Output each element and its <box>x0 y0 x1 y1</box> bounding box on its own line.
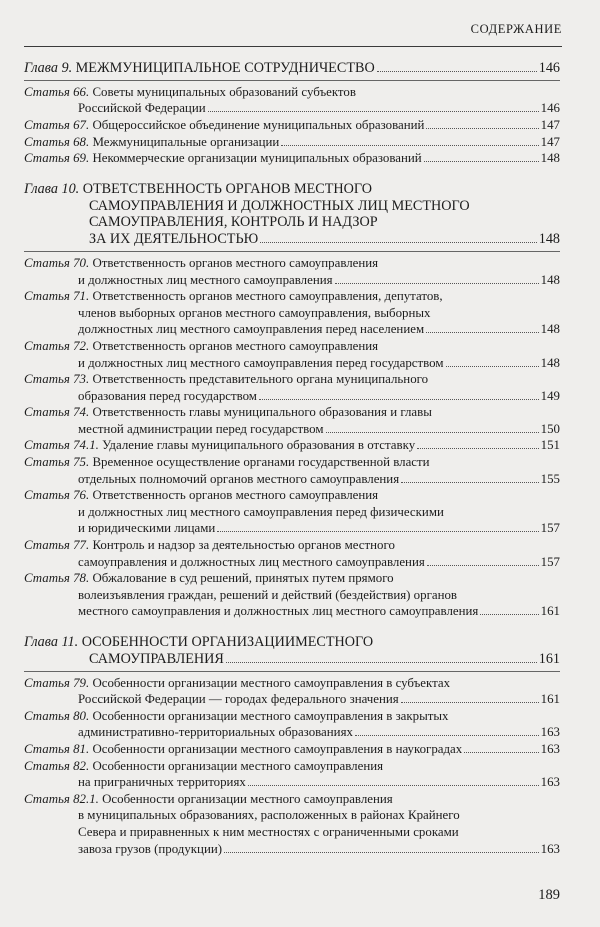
entry-label: Глава 11. <box>24 634 79 651</box>
toc-line <box>24 691 560 708</box>
leader-dots <box>424 161 539 162</box>
entry-label: Статья 72. <box>24 338 90 353</box>
toc-article <box>24 791 560 857</box>
leader-dots <box>446 366 539 367</box>
page-ref: 146 <box>538 60 560 76</box>
toc-article <box>24 454 560 487</box>
entry-label: Статья 74.1. <box>24 438 99 453</box>
leader-dots <box>259 399 539 400</box>
toc-article <box>24 758 560 791</box>
entry-title-line: самоуправления и должностных лиц местного самоуправления <box>78 554 425 569</box>
table-of-contents <box>24 60 560 857</box>
entry-title-line: административно-территориальных образованиях <box>78 725 353 740</box>
entry-title-line: местной администрации перед государством <box>78 421 324 436</box>
chapter-rule <box>24 251 560 252</box>
toc-line <box>24 231 560 248</box>
toc-line <box>24 198 560 215</box>
page-ref: 150 <box>540 421 560 436</box>
toc-line <box>24 504 560 521</box>
toc-chapter <box>24 634 560 668</box>
page-ref: 161 <box>538 650 560 667</box>
entry-label: Глава 10. <box>24 180 80 197</box>
entry-title-line: Временное осуществление органами государственной власти <box>92 455 430 470</box>
toc-article <box>24 570 560 620</box>
toc-article <box>24 741 560 758</box>
entry-title-line: Ответственность органов местного самоуправления <box>92 338 379 353</box>
leader-dots <box>426 128 538 129</box>
toc-line <box>24 321 560 338</box>
toc-line <box>24 371 560 388</box>
page-ref: 148 <box>540 151 560 166</box>
page-ref: 157 <box>540 554 560 569</box>
toc-article <box>24 404 560 437</box>
toc-line <box>24 774 560 791</box>
toc-article <box>24 675 560 708</box>
entry-title-line: и юридическими лицами <box>78 521 216 536</box>
leader-dots <box>427 565 539 566</box>
page-ref: 146 <box>540 101 560 116</box>
toc-line <box>24 520 560 537</box>
page-ref: 157 <box>540 521 560 536</box>
toc-line <box>24 554 560 571</box>
toc-article <box>24 371 560 404</box>
entry-title-line: и должностных лиц местного самоуправления перед физическими <box>78 504 444 519</box>
toc-line <box>24 587 560 604</box>
toc-line <box>24 758 560 775</box>
leader-dots <box>326 432 539 433</box>
entry-title-line: Межмуниципальные организации <box>92 134 280 149</box>
page-ref: 151 <box>540 438 560 453</box>
chapter-rule <box>24 671 560 672</box>
toc-line <box>24 437 560 454</box>
entry-title-line: Обжалование в суд решений, принятых путем прямого <box>92 571 394 586</box>
toc-article <box>24 255 560 288</box>
entry-label: Статья 77. <box>24 538 90 553</box>
leader-dots <box>226 662 537 663</box>
page-ref: 149 <box>540 388 560 403</box>
entry-title-line: ОСОБЕННОСТИ ОРГАНИЗАЦИИМЕСТНОГО <box>81 634 374 651</box>
leader-dots <box>248 785 539 786</box>
leader-dots <box>260 242 537 243</box>
toc-line <box>24 824 560 841</box>
toc-line <box>24 537 560 554</box>
leader-dots <box>281 145 538 146</box>
entry-title-line: Контроль и надзор за деятельностью органов местного <box>92 538 395 553</box>
toc-line <box>24 471 560 488</box>
toc-line <box>24 338 560 355</box>
entry-title-line: Особенности организации местного самоуправления в субъектах <box>92 675 451 690</box>
toc-line <box>24 741 560 758</box>
toc-line <box>24 84 560 101</box>
page-ref: 161 <box>540 604 560 619</box>
toc-line <box>24 134 560 151</box>
toc-line <box>24 651 560 668</box>
entry-label: Статья 69. <box>24 151 90 166</box>
toc-article <box>24 134 560 151</box>
entry-label: Статья 82.1. <box>24 791 99 806</box>
entry-title-line: и должностных лиц местного самоуправления перед государством <box>78 355 444 370</box>
entry-title-line: МЕЖМУНИЦИПАЛЬНОЕ СОТРУДНИЧЕСТВО <box>75 60 375 76</box>
toc-line <box>24 404 560 421</box>
toc-article <box>24 150 560 167</box>
entry-label: Глава 9. <box>24 60 73 76</box>
toc-line <box>24 388 560 405</box>
leader-dots <box>401 482 539 483</box>
leader-dots <box>417 448 539 449</box>
page-ref: 148 <box>540 355 560 370</box>
page-ref: 148 <box>538 231 560 248</box>
toc-line <box>24 603 560 620</box>
toc-line <box>24 421 560 438</box>
entry-label: Статья 75. <box>24 455 90 470</box>
toc-line <box>24 841 560 858</box>
toc-line <box>24 708 560 725</box>
entry-label: Статья 79. <box>24 675 90 690</box>
toc-line <box>24 791 560 808</box>
leader-dots <box>217 531 538 532</box>
toc-line <box>24 288 560 305</box>
entry-title-line: Российской Федерации — городах федерального значения <box>78 692 399 707</box>
entry-title-line: Особенности организации местного самоуправления в закрытых <box>92 708 449 723</box>
toc-line <box>24 487 560 504</box>
entry-title-line: отдельных полномочий органов местного самоуправления <box>78 471 400 486</box>
toc-line <box>24 355 560 372</box>
page-ref: 147 <box>540 117 560 132</box>
running-head: СОДЕРЖАНИЕ <box>470 22 562 36</box>
entry-title-line: Ответственность органов местного самоуправления <box>92 255 379 270</box>
toc-line <box>24 150 560 167</box>
entry-title-line: Советы муниципальных образований субъектов <box>92 84 356 99</box>
entry-title-line: ОТВЕТСТВЕННОСТЬ ОРГАНОВ МЕСТНОГО <box>82 180 373 197</box>
leader-dots <box>335 283 539 284</box>
page-ref: 163 <box>540 841 560 856</box>
entry-title-line: членов выборных органов местного самоуправления, выборных <box>78 305 431 320</box>
entry-title-line: Удаление главы муниципального образования в отставку <box>102 438 416 453</box>
toc-line <box>24 570 560 587</box>
toc-line <box>24 255 560 272</box>
entry-label: Статья 73. <box>24 372 90 387</box>
page-ref: 148 <box>540 272 560 287</box>
leader-dots <box>355 735 539 736</box>
entry-title-line: Некоммерческие организации муниципальных образований <box>92 151 422 166</box>
entry-title-line: и должностных лиц местного самоуправления <box>78 272 333 287</box>
entry-label: Статья 71. <box>24 289 90 304</box>
leader-dots <box>480 614 538 615</box>
entry-title-line: САМОУПРАВЛЕНИЯ, КОНТРОЛЬ И НАДЗОР <box>89 214 378 231</box>
toc-article <box>24 288 560 338</box>
entry-title-line: Особенности организации местного самоуправления <box>92 758 384 773</box>
entry-label: Статья 78. <box>24 571 90 586</box>
toc-line <box>24 181 560 198</box>
entry-title-line: ЗА ИХ ДЕЯТЕЛЬНОСТЬЮ <box>89 231 259 248</box>
entry-label: Статья 66. <box>24 84 90 99</box>
entry-title-line: завоза грузов (продукции) <box>78 841 223 856</box>
header-rule <box>24 46 562 47</box>
toc-line <box>24 117 560 134</box>
entry-title-line: Особенности организации местного самоуправления <box>102 791 393 806</box>
page-ref: 163 <box>540 775 560 790</box>
page-ref: 155 <box>540 471 560 486</box>
toc-chapter <box>24 181 560 248</box>
toc-line <box>24 60 560 77</box>
entry-label: Статья 81. <box>24 741 90 756</box>
entry-label: Статья 74. <box>24 405 90 420</box>
entry-label: Статья 70. <box>24 255 90 270</box>
page-ref: 161 <box>540 692 560 707</box>
page-ref: 148 <box>540 322 560 337</box>
page-ref: 163 <box>540 741 560 756</box>
entry-title-line: должностных лиц местного самоуправления перед населением <box>78 322 425 337</box>
toc-line <box>24 454 560 471</box>
entry-title-line: Ответственность представительного органа муниципального <box>92 372 429 387</box>
chapter-rule <box>24 80 560 81</box>
entry-label: Статья 82. <box>24 758 90 773</box>
entry-label: Статья 67. <box>24 117 90 132</box>
toc-line <box>24 675 560 692</box>
entry-title-line: местного самоуправления и должностных лиц местного самоуправления <box>78 604 479 619</box>
toc-line <box>24 100 560 117</box>
leader-dots <box>208 111 539 112</box>
page-number: 189 <box>538 887 560 903</box>
entry-title-line: САМОУПРАВЛЕНИЯ И ДОЛЖНОСТНЫХ ЛИЦ МЕСТНОГО <box>89 197 470 214</box>
entry-label: Статья 76. <box>24 488 90 503</box>
leader-dots <box>401 702 539 703</box>
entry-title-line: волеизъявления граждан, решений и действий (бездействия) органов <box>78 587 458 602</box>
entry-title-line: на приграничных территориях <box>78 775 246 790</box>
entry-label: Статья 80. <box>24 708 90 723</box>
toc-article <box>24 84 560 117</box>
leader-dots <box>224 852 539 853</box>
toc-article <box>24 437 560 454</box>
toc-article <box>24 338 560 371</box>
toc-line <box>24 214 560 231</box>
entry-title-line: Севера и приравненных к ним местностях с ограниченными сроками <box>78 824 459 839</box>
entry-label: Статья 68. <box>24 134 90 149</box>
page-ref: 147 <box>540 134 560 149</box>
leader-dots <box>426 332 539 333</box>
entry-title-line: Ответственность органов местного самоуправления <box>92 488 379 503</box>
toc-line <box>24 634 560 651</box>
entry-title-line: в муниципальных образованиях, расположенных в районах Крайнего <box>78 808 460 823</box>
entry-title-line: Особенности организации местного самоуправления в наукоградах <box>92 741 463 756</box>
toc-article <box>24 708 560 741</box>
toc-line <box>24 724 560 741</box>
toc-line <box>24 807 560 824</box>
entry-title-line: САМОУПРАВЛЕНИЯ <box>89 650 224 667</box>
entry-title-line: Ответственность органов местного самоуправления, депутатов, <box>92 289 443 304</box>
entry-title-line: Российской Федерации <box>78 101 206 116</box>
entry-title-line: Ответственность главы муниципального образования и главы <box>92 405 432 420</box>
toc-chapter <box>24 60 560 77</box>
leader-dots <box>464 752 538 753</box>
entry-title-line: Общероссийское объединение муниципальных образований <box>92 117 425 132</box>
entry-title-line: образования перед государством <box>78 388 257 403</box>
toc-article <box>24 537 560 570</box>
toc-line <box>24 305 560 322</box>
leader-dots <box>377 71 537 72</box>
toc-article <box>24 117 560 134</box>
toc-article <box>24 487 560 537</box>
toc-line <box>24 272 560 289</box>
page-ref: 163 <box>540 725 560 740</box>
